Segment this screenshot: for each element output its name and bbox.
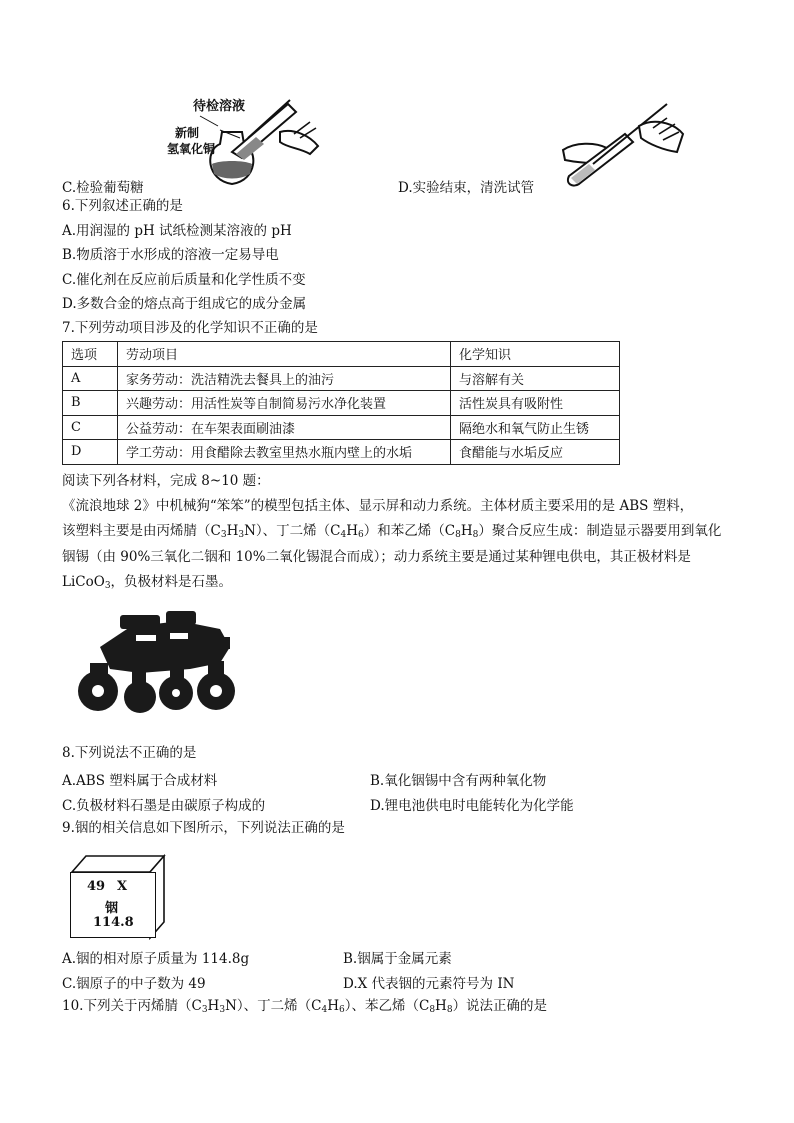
- table-cell: 食醋能与水垢反应: [451, 440, 620, 465]
- wash-test-tube-figure: [555, 98, 695, 190]
- q6-option-a: A.用润湿的 pH 试纸检测某溶液的 pH: [62, 223, 292, 239]
- text: 该塑料主要是由丙烯腈（C: [62, 523, 221, 539]
- q6-option-c: C.催化剂在反应前后质量和化学性质不变: [62, 272, 306, 288]
- element-symbol: X: [117, 879, 128, 894]
- subscript: 6: [358, 530, 364, 540]
- subscript: 3: [104, 581, 111, 591]
- subscript: 3: [219, 1005, 226, 1015]
- table-cell: C: [63, 415, 118, 440]
- passage-intro: 阅读下列各材料，完成 8~10 题：: [62, 473, 270, 489]
- subscript: 8: [455, 530, 461, 540]
- subscript: 8: [472, 530, 479, 540]
- q8-stem: 8.下列说法不正确的是: [62, 745, 197, 761]
- text: H: [207, 998, 220, 1014]
- text: ）和苯乙烯（C: [363, 523, 456, 539]
- passage-line-3: 铟锡（由 90%三氧化二铟和 10%二氧化锡混合而成）；动力系统主要是通过某种锂电供电，其正极材料是: [62, 549, 691, 565]
- subscript: 3: [220, 530, 227, 540]
- table-cell: 与溶解有关: [451, 366, 620, 391]
- table-header-cell: 选项: [63, 342, 118, 367]
- labor-table: [62, 341, 620, 465]
- option-c-figure-label: C.检验葡萄糖: [62, 180, 144, 196]
- text: H: [460, 523, 473, 539]
- table-header-cell: 化学知识: [451, 342, 620, 367]
- table-header-row: [63, 342, 620, 367]
- element-name: 铟: [105, 901, 119, 916]
- table-cell: 公益劳动：在车架表面刷油漆: [118, 415, 451, 440]
- text: N）、丁二烯（C: [244, 523, 341, 539]
- text: H: [226, 523, 239, 539]
- element-card: [70, 872, 156, 938]
- q8-option-c: C.负极材料石墨是由碳原子构成的: [62, 798, 266, 814]
- q9-stem: 9.铟的相关信息如下图所示，下列说法正确的是: [62, 820, 345, 836]
- q6-option-b: B.物质溶于水形成的溶液一定易导电: [62, 247, 279, 263]
- figure-c-label-left2: 氢氧化铜: [167, 142, 216, 156]
- q8-option-d: D.锂电池供电时电能转化为化学能: [370, 798, 574, 814]
- passage-line-2: [62, 522, 721, 544]
- subscript: 8: [446, 1005, 453, 1015]
- text: LiCoO: [62, 574, 105, 590]
- table-cell: 活性炭具有吸附性: [451, 391, 620, 416]
- atomic-number: 49: [87, 879, 106, 894]
- subscript: 8: [429, 1005, 436, 1015]
- robot-dog-image: [70, 607, 240, 719]
- q9-option-b: B.铟属于金属元素: [343, 951, 452, 967]
- subscript: 6: [338, 1005, 345, 1015]
- table-cell: B: [63, 391, 118, 416]
- table-cell: 家务劳动：洗洁精洗去餐具上的油污: [118, 366, 451, 391]
- text: 10.下列关于丙烯腈（C: [62, 998, 202, 1014]
- table-row: [63, 415, 620, 440]
- passage-line-4: [62, 573, 232, 595]
- q7-stem: 7.下列劳动项目涉及的化学知识不正确的是: [62, 320, 318, 336]
- table-cell: 学工劳动：用食醋除去教室里热水瓶内壁上的水垢: [118, 440, 451, 465]
- table-cell: 隔绝水和氧气防止生锈: [451, 415, 620, 440]
- table-row: [63, 440, 620, 465]
- option-d-figure-label: D.实验结束，清洗试管: [398, 180, 535, 196]
- atomic-mass: 114.8: [93, 915, 134, 930]
- q8-option-b: B.氧化铟锡中含有两种氧化物: [370, 773, 547, 789]
- text: ）说法正确的是: [452, 998, 548, 1014]
- q9-option-d: D.X 代表铟的元素符号为 IN: [343, 976, 515, 992]
- q8-option-a: A.ABS 塑料属于合成材料: [62, 773, 218, 789]
- q9-option-a: A.铟的相对原子质量为 114.8g: [62, 951, 250, 967]
- table-row: [63, 366, 620, 391]
- subscript: 3: [201, 1005, 208, 1015]
- q9-option-c: C.铟原子的中子数为 49: [62, 976, 206, 992]
- table-row: [63, 391, 620, 416]
- q10-stem: [62, 997, 547, 1019]
- passage-line-1: 《流浪地球 2》中机械狗“笨笨”的模型包括主体、显示屏和动力系统。主体材质主要采用的是 ABS 塑料，: [62, 498, 694, 514]
- table-header-cell: 劳动项目: [118, 342, 451, 367]
- subscript: 3: [238, 530, 245, 540]
- text: H: [435, 998, 447, 1014]
- table-cell: D: [63, 440, 118, 465]
- figure-c-label-left1: 新制: [175, 126, 200, 140]
- text: ，负极材料是石墨。: [110, 574, 233, 590]
- text: ）聚合反应生成：制造显示器要用到氧化: [478, 523, 722, 539]
- text: ）、苯乙烯（C: [344, 998, 430, 1014]
- text: N）、丁二烯（C: [225, 998, 322, 1014]
- q6-option-d: D.多数合金的熔点高于组成它的成分金属: [62, 296, 307, 312]
- subscript: 4: [321, 1005, 328, 1015]
- figure-c-label-top: 待检溶液: [193, 99, 246, 114]
- table-cell: 兴趣劳动：用活性炭等自制简易污水净化装置: [118, 391, 451, 416]
- q6-stem: 6.下列叙述正确的是: [62, 198, 183, 214]
- subscript: 4: [340, 530, 347, 540]
- text: H: [327, 998, 339, 1014]
- text: H: [346, 523, 359, 539]
- table-cell: A: [63, 366, 118, 391]
